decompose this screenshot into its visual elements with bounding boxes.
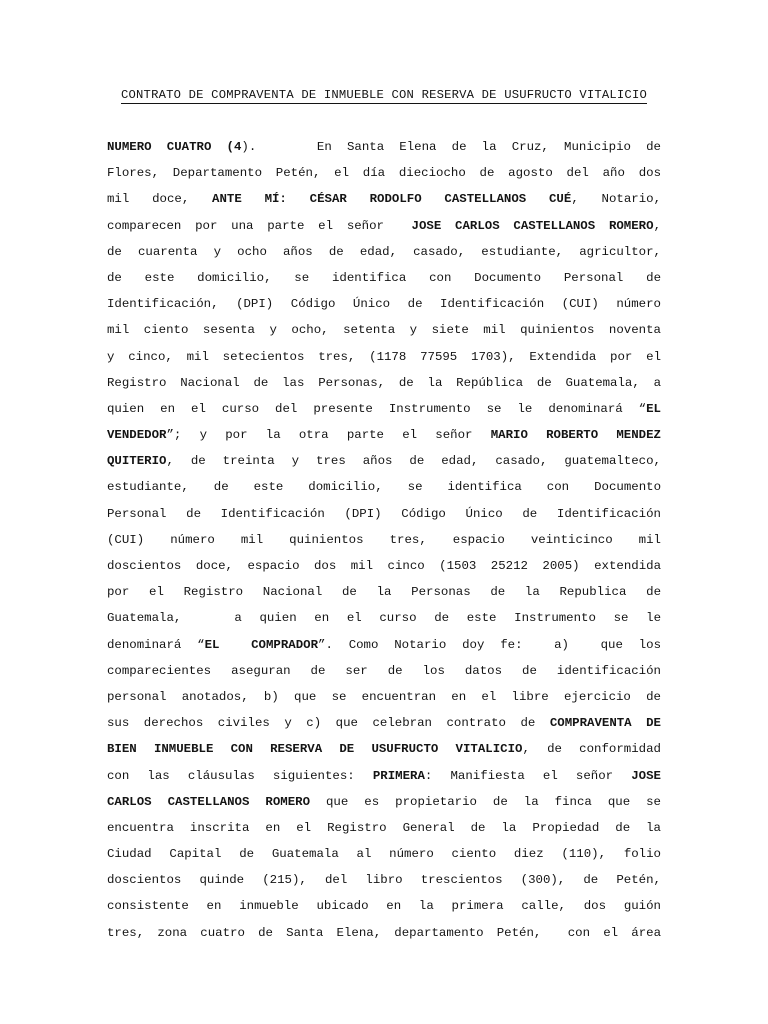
bold-text-segment: MARIO ROBERTO MENDEZ (490, 428, 661, 443)
text-segment: quien en el curso del presente Instrumento se le denominará “ (107, 401, 647, 416)
bold-text-segment: VENDEDOR (107, 428, 167, 443)
text-segment: Guatemala, a quien en el curso de este Instrumento se le (107, 611, 661, 626)
text-segment: de este domicilio, se identifica con Documento Personal de (107, 270, 661, 285)
body-line (107, 763, 661, 789)
body-line (107, 841, 661, 867)
body-line (107, 448, 661, 474)
text-segment: comparecientes aseguran de ser de los datos de identificación (107, 663, 661, 678)
bold-text-segment: JOSE (631, 768, 661, 783)
body-line (107, 501, 661, 527)
body-line (107, 422, 661, 448)
body-line (107, 527, 661, 553)
document-body (107, 134, 661, 946)
text-segment: (CUI) número mil quinientos tres, espacio veinticinco mil (107, 532, 661, 547)
text-segment: , (653, 218, 661, 233)
text-segment: mil ciento sesenta y ocho, setenta y siete mil quinientos noventa (107, 323, 661, 338)
body-line (107, 553, 661, 579)
text-segment: denominará “ (107, 637, 205, 652)
body-line (107, 920, 661, 946)
bold-text-segment: QUITERIO (107, 454, 167, 469)
body-line (107, 789, 661, 815)
text-segment: doscientos quinde (215), del libro trescientos (300), de Petén, (107, 873, 661, 888)
body-line (107, 213, 661, 239)
text-segment: con las cláusulas siguientes: (107, 768, 373, 783)
bold-text-segment: EL (646, 401, 661, 416)
bold-text-segment: NUMERO CUATRO (4 (107, 140, 242, 154)
text-segment: , Notario, (571, 192, 661, 207)
text-segment: Identificación, (DPI) Código Único de Identificación (CUI) número (107, 297, 661, 312)
text-segment: , de conformidad (522, 742, 661, 757)
text-segment: Flores, Departamento Petén, el día dieciocho de agosto del año dos (107, 166, 661, 181)
text-segment: ”. Como Notario doy fe: a) que los (318, 637, 661, 652)
text-segment: por el Registro Nacional de la Personas de la Republica de (107, 585, 661, 600)
text-segment: consistente en inmueble ubicado en la primera calle, dos guión (107, 899, 661, 914)
body-line (107, 474, 661, 500)
text-segment: ”; y por la otra parte el señor (166, 428, 491, 443)
body-line (107, 710, 661, 736)
body-line (107, 186, 661, 212)
text-segment: sus derechos civiles y c) que celebran contrato de (107, 716, 550, 731)
body-line (107, 265, 661, 291)
body-line (107, 160, 661, 186)
body-line (107, 893, 661, 919)
body-line (107, 658, 661, 684)
body-line (107, 815, 661, 841)
bold-text-segment: ANTE MÍ: CÉSAR RODOLFO CASTELLANOS CUÉ (212, 192, 572, 207)
text-segment: de cuarenta y ocho años de edad, casado, estudiante, agricultor, (107, 244, 661, 259)
bold-text-segment: COMPRAVENTA DE (549, 716, 661, 731)
body-line (107, 291, 661, 317)
text-segment: que es propietario de la finca que se (310, 794, 661, 809)
body-line (107, 736, 661, 762)
document-title-text: CONTRATO DE COMPRAVENTA DE INMUEBLE CON RESERVA DE USUFRUCTO VITALICIO (121, 88, 647, 102)
bold-text-segment: EL COMPRADOR (204, 637, 319, 652)
body-line (107, 684, 661, 710)
body-line (107, 370, 661, 396)
text-segment: Personal de Identificación (DPI) Código Único de Identificación (107, 506, 661, 521)
body-line (107, 239, 661, 265)
text-segment: estudiante, de este domicilio, se identifica con Documento (107, 480, 661, 495)
text-segment: encuentra inscrita en el Registro General de la Propiedad de la (107, 820, 661, 835)
bold-text-segment: PRIMERA (372, 768, 425, 783)
document-title (0, 86, 768, 104)
body-line (107, 605, 661, 631)
text-segment: tres, zona cuatro de Santa Elena, departamento Petén, con el área (107, 925, 661, 940)
text-segment: doscientos doce, espacio dos mil cinco (1503 25212 2005) extendida (107, 559, 661, 573)
text-segment: Registro Nacional de las Personas, de la República de Guatemala, a (107, 375, 661, 390)
text-segment: , de treinta y tres años de edad, casado, guatemalteco, (166, 454, 661, 469)
body-line (107, 579, 661, 605)
body-line (107, 134, 661, 160)
text-segment: Ciudad Capital de Guatemala al número ciento diez (110), folio (107, 847, 661, 862)
text-segment: y cinco, mil setecientos tres, (1178 77595 1703), Extendida por el (107, 349, 661, 364)
bold-text-segment: BIEN INMUEBLE CON RESERVA DE USUFRUCTO VITALICIO (107, 742, 523, 757)
text-segment: mil doce, (107, 192, 213, 207)
bold-text-segment: CARLOS CASTELLANOS ROMERO (107, 794, 310, 809)
text-segment: : Manifiesta el señor (424, 768, 632, 783)
text-segment: personal anotados, b) que se encuentran en el libre ejercicio de (107, 689, 661, 704)
body-line (107, 317, 661, 343)
body-line (107, 632, 661, 658)
bold-text-segment: JOSE CARLOS CASTELLANOS ROMERO (411, 218, 654, 233)
body-line (107, 867, 661, 893)
text-segment: ). En Santa Elena de la Cruz, Municipio de (241, 140, 661, 154)
body-line (107, 396, 661, 422)
body-line (107, 344, 661, 370)
text-segment: comparecen por una parte el señor (107, 218, 412, 233)
